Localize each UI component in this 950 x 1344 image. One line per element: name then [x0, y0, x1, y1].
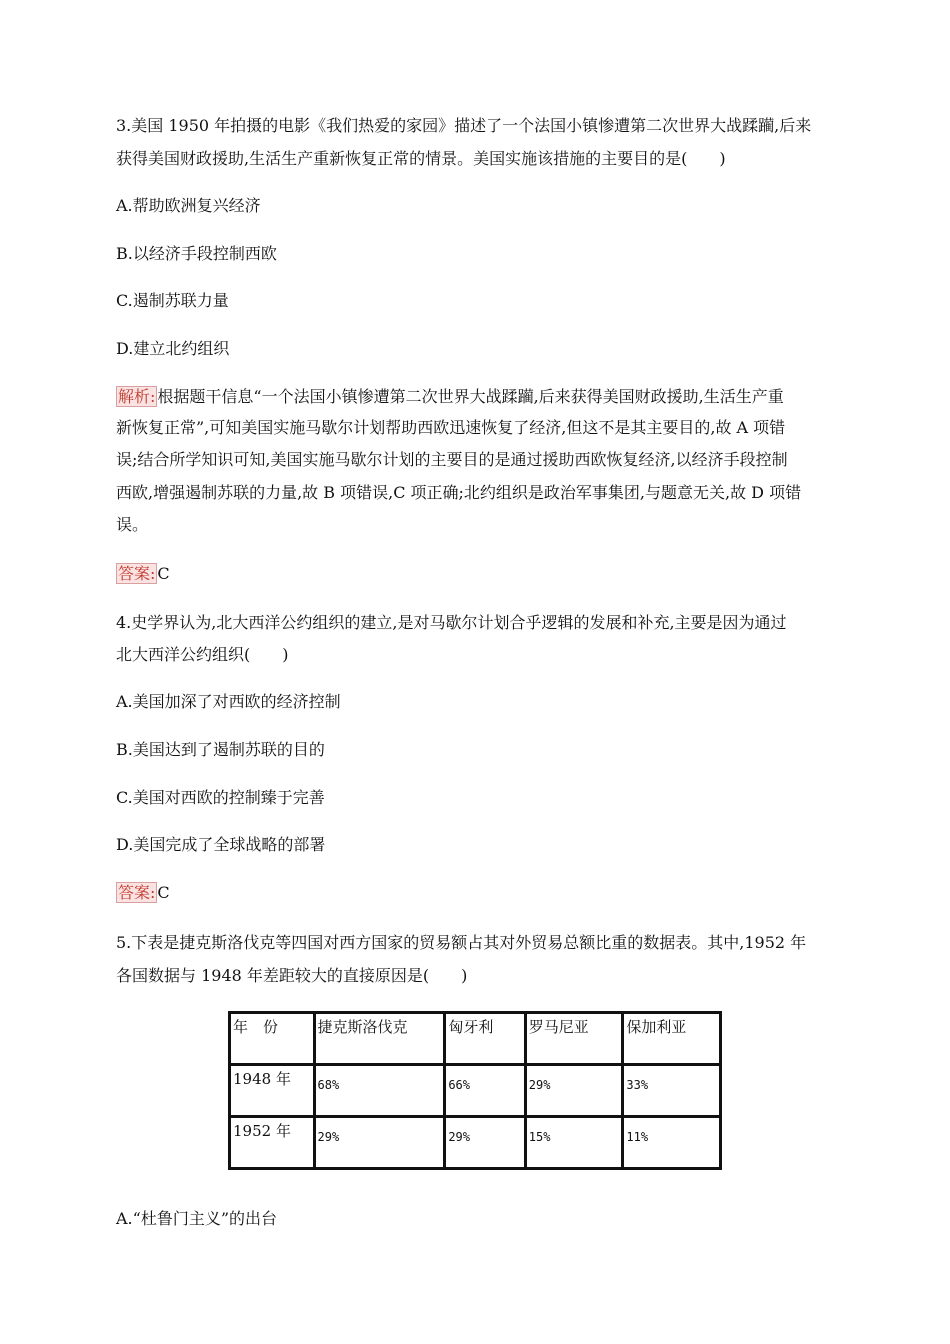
table-header: 捷克斯洛伐克: [314, 1013, 445, 1065]
table-row: [230, 1117, 721, 1169]
analysis-label: 解析:: [118, 387, 156, 406]
q4-option-b: B.美国达到了遏制苏联的目的: [116, 740, 325, 759]
trade-share-table: [228, 1011, 722, 1170]
table-cell: 1948 年: [230, 1065, 315, 1117]
q3-analysis-line2: 新恢复正常”,可知美国实施马歇尔计划帮助西欧迅速恢复了经济,但这不是其主要目的,故 A 项错: [116, 418, 786, 437]
q5-stem-line1: 5.下表是捷克斯洛伐克等四国对西方国家的贸易额占其对外贸易总额比重的数据表。其中,1952 年: [116, 933, 807, 952]
table-cell: 68%: [314, 1065, 445, 1117]
table-cell: 33%: [623, 1065, 721, 1117]
q3-answer: [116, 563, 170, 584]
answer-label: 答案:: [118, 564, 156, 583]
table-header: 罗马尼亚: [525, 1013, 623, 1065]
table-header: 年 份: [230, 1013, 315, 1065]
q3-option-c: C.遏制苏联力量: [116, 291, 229, 310]
table-header: 匈牙利: [445, 1013, 525, 1065]
q3-stem-line1: 3.美国 1950 年拍摄的电影《我们热爱的家园》描述了一个法国小镇惨遭第二次世界大战蹂躏,后来: [116, 116, 812, 135]
table-header: 保加利亚: [623, 1013, 721, 1065]
analysis-text: 根据题干信息“一个法国小镇惨遭第二次世界大战蹂躏,后来获得美国财政援助,生活生产重: [157, 387, 784, 406]
q3-option-b: B.以经济手段控制西欧: [116, 244, 277, 263]
q4-stem-line2: 北大西洋公约组织( ): [116, 645, 289, 664]
q3-option-d: D.建立北约组织: [116, 339, 230, 358]
q4-stem-line1: 4.史学界认为,北大西洋公约组织的建立,是对马歇尔计划合乎逻辑的发展和补充,主要是因为通过: [116, 613, 787, 632]
q3-analysis-line3: 误;结合所学知识可知,美国实施马歇尔计划的主要目的是通过援助西欧恢复经济,以经济手段控制: [116, 450, 788, 469]
q3-option-a: A.帮助欧洲复兴经济: [116, 196, 261, 215]
table-header-row: [230, 1013, 721, 1065]
table-cell: 1952 年: [230, 1117, 315, 1169]
q3-analysis-line4: 西欧,增强遏制苏联的力量,故 B 项错误,C 项正确;北约组织是政治军事集团,与题意无关,故 D 项错: [116, 483, 802, 502]
q3-analysis-line1: [116, 386, 784, 407]
q4-answer: [116, 882, 170, 903]
table-cell: 66%: [445, 1065, 525, 1117]
q5-option-a: A.“杜鲁门主义”的出台: [116, 1209, 278, 1228]
q3-stem-line2: 获得美国财政援助,生活生产重新恢复正常的情景。美国实施该措施的主要目的是( ): [116, 149, 726, 168]
q4-option-d: D.美国完成了全球战略的部署: [116, 835, 326, 854]
q4-option-c: C.美国对西欧的控制臻于完善: [116, 788, 325, 807]
answer-value: C: [157, 883, 170, 902]
answer-value: C: [157, 564, 170, 583]
table-cell: 11%: [623, 1117, 721, 1169]
table-cell: 29%: [314, 1117, 445, 1169]
q3-analysis-line5: 误。: [116, 515, 149, 534]
table-cell: 15%: [525, 1117, 623, 1169]
table-row: [230, 1065, 721, 1117]
answer-label: 答案:: [118, 883, 156, 902]
table-cell: 29%: [525, 1065, 623, 1117]
q5-stem-line2: 各国数据与 1948 年差距较大的直接原因是( ): [116, 966, 468, 985]
table-cell: 29%: [445, 1117, 525, 1169]
q4-option-a: A.美国加深了对西欧的经济控制: [116, 692, 341, 711]
